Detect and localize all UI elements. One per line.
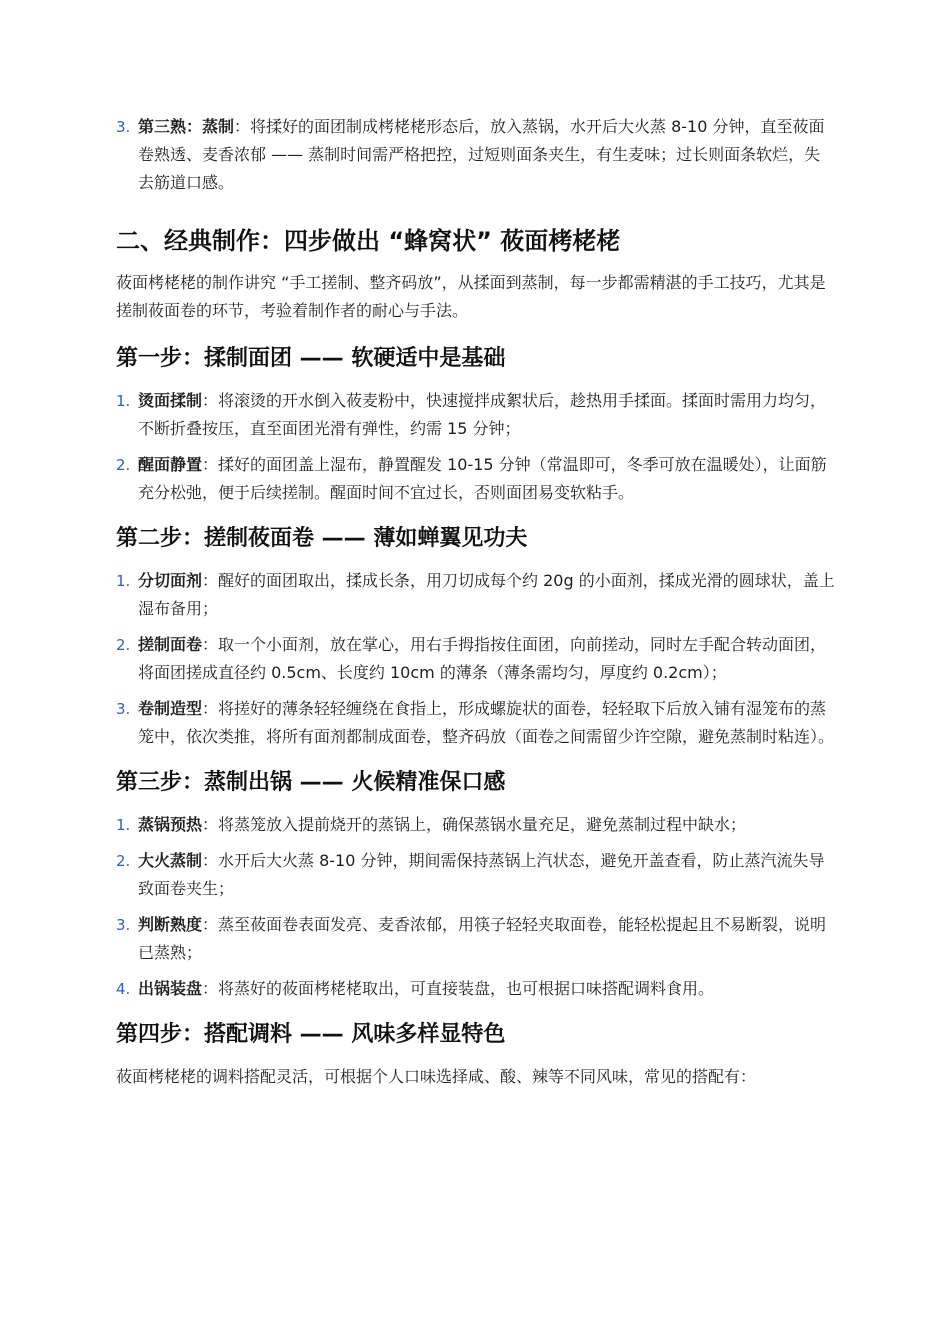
step1-list bbox=[116, 387, 836, 507]
list-text: ：揉好的面团盖上湿布，静置醒发 10-15 分钟（常温即可，冬季可放在温暖处），让面筋充分松弛，便于后续搓制。醒面时间不宜过长，否则面团易变软粘手。 bbox=[138, 455, 827, 502]
list-number: 3. bbox=[116, 916, 131, 934]
list-number: 3. bbox=[116, 700, 131, 718]
list-term: 大火蒸制 bbox=[138, 851, 203, 870]
top-ordered-list bbox=[116, 113, 836, 197]
list-number: 1. bbox=[116, 392, 131, 410]
list-number: 3. bbox=[116, 118, 131, 136]
list-term: 蒸锅预热 bbox=[138, 815, 203, 834]
list-term: 分切面剂 bbox=[138, 571, 203, 590]
list-term: 第三熟：蒸制 bbox=[138, 117, 235, 136]
step2-list bbox=[116, 567, 836, 751]
step4-intro: 莜面栲栳栳的调料搭配灵活，可根据个人口味选择咸、酸、辣等不同风味，常见的搭配有： bbox=[116, 1067, 757, 1086]
list-term: 判断熟度 bbox=[138, 915, 203, 934]
list-item bbox=[116, 451, 836, 507]
list-text: ：取一个小面剂，放在掌心，用右手拇指按住面团，向前搓动，同时左手配合转动面团，将面团搓成直径约 0.5cm、长度约 10cm 的薄条（薄条需均匀，厚度约 0.2cm）； bbox=[138, 635, 827, 682]
list-item bbox=[116, 811, 836, 839]
list-item bbox=[116, 695, 836, 751]
list-item bbox=[116, 631, 836, 687]
list-item bbox=[116, 387, 836, 443]
list-text: ：将滚烫的开水倒入莜麦粉中，快速搅拌成絮状后，趁热用手揉面。揉面时需用力均匀，不断折叠按压，直至面团光滑有弹性，约需 15 分钟； bbox=[138, 391, 827, 438]
list-number: 2. bbox=[116, 636, 131, 654]
list-text: ：醒好的面团取出，揉成长条，用刀切成每个约 20g 的小面剂，揉成光滑的圆球状，盖上湿布备用； bbox=[138, 571, 835, 618]
list-number: 1. bbox=[116, 816, 131, 834]
section-heading: 二、经典制作：四步做出 “蜂窝状” 莜面栲栳栳 bbox=[116, 227, 621, 255]
step3-list bbox=[116, 811, 836, 1003]
list-text: ：水开后大火蒸 8-10 分钟，期间需保持蒸锅上汽状态，避免开盖查看，防止蒸汽流失导致面卷夹生； bbox=[138, 851, 825, 898]
list-item bbox=[116, 911, 836, 967]
list-term: 醒面静置 bbox=[138, 455, 203, 474]
list-item bbox=[116, 113, 836, 197]
step2-heading: 第二步：搓制莜面卷 —— 薄如蝉翼见功夫 bbox=[116, 526, 528, 551]
step3-heading: 第三步：蒸制出锅 —— 火候精准保口感 bbox=[116, 770, 506, 795]
list-text: ：将揉好的面团制成栲栳栳形态后，放入蒸锅，水开后大火蒸 8-10 分钟，直至莜面卷熟透、麦香浓郁 —— 蒸制时间需严格把控，过短则面条夹生，有生麦味；过长则面条软烂，失去筋道口感。 bbox=[138, 117, 825, 192]
list-term: 出锅装盘 bbox=[138, 979, 203, 998]
list-term: 卷制造型 bbox=[138, 699, 203, 718]
list-item bbox=[116, 975, 836, 1003]
list-term: 烫面揉制 bbox=[138, 391, 203, 410]
list-text: ：蒸至莜面卷表面发亮、麦香浓郁，用筷子轻轻夹取面卷，能轻松提起且不易断裂，说明已蒸熟； bbox=[138, 915, 827, 962]
list-item bbox=[116, 847, 836, 903]
list-number: 2. bbox=[116, 456, 131, 474]
list-text: ：将搓好的薄条轻轻缠绕在食指上，形成螺旋状的面卷，轻轻取下后放入铺有湿笼布的蒸笼中，依次类推，将所有面剂都制成面卷，整齐码放（面卷之间需留少许空隙，避免蒸制时粘连）。 bbox=[138, 699, 835, 746]
section-intro: 莜面栲栳栳的制作讲究 “手工搓制、整齐码放”，从揉面到蒸制，每一步都需精湛的手工技巧，尤其是搓制莜面卷的环节，考验着制作者的耐心与手法。 bbox=[116, 273, 826, 320]
list-item bbox=[116, 567, 836, 623]
list-text: ：将蒸好的莜面栲栳栳取出，可直接装盘，也可根据口味搭配调料食用。 bbox=[202, 979, 715, 998]
list-term: 搓制面卷 bbox=[138, 635, 203, 654]
list-number: 2. bbox=[116, 852, 131, 870]
list-number: 4. bbox=[116, 980, 131, 998]
step1-heading: 第一步：揉制面团 —— 软硬适中是基础 bbox=[116, 346, 506, 371]
step4-heading: 第四步：搭配调料 —— 风味多样显特色 bbox=[116, 1022, 506, 1047]
list-number: 1. bbox=[116, 572, 131, 590]
list-text: ：将蒸笼放入提前烧开的蒸锅上，确保蒸锅水量充足，避免蒸制过程中缺水； bbox=[202, 815, 747, 834]
